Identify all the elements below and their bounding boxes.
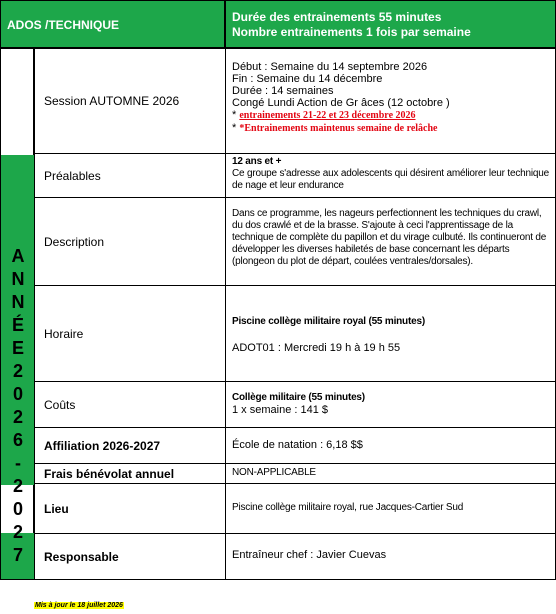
program-title: ADOS /TECHNIQUE (0, 0, 225, 48)
row-value-frais: NON-APPLICABLE (232, 467, 316, 478)
row-label-horaire: Horaire (35, 286, 226, 381)
row-label-session: Session AUTOMNE 2026 (35, 49, 226, 153)
break-week-note: *Entrainements maintenus semaine de relâche (239, 123, 438, 134)
holiday-note: entrainements 21-22 et 23 décembre 2026 (239, 110, 416, 121)
row-label-frais: Frais bénévolat annuel (35, 464, 226, 483)
row-description (34, 198, 556, 286)
last-updated-note: Mis à jour le 18 juillet 2026 (35, 602, 123, 609)
row-label-affiliation: Affiliation 2026-2027 (35, 428, 226, 463)
row-lieu (34, 484, 556, 534)
row-value-responsable: Entraîneur chef : Javier Cuevas (232, 549, 387, 561)
row-value-affiliation: École de natation : 6,18 $$ (232, 439, 363, 451)
row-affiliation (34, 428, 556, 464)
year-sidebar (0, 48, 34, 580)
row-couts (34, 382, 556, 428)
row-horaire (34, 286, 556, 382)
header-summary (225, 0, 556, 48)
row-label-prealables: Préalables (35, 154, 226, 197)
row-responsable (34, 534, 556, 580)
duration-text: Durée des entrainements 55 minutes (232, 10, 442, 24)
row-session (34, 48, 556, 154)
year-label: A N N É E 2 0 2 6 - 2 0 2 7 (11, 246, 25, 565)
row-label-lieu: Lieu (35, 484, 226, 533)
row-label-responsable: Responsable (35, 534, 226, 579)
row-label-couts: Coûts (35, 382, 226, 427)
row-value-description: Dans ce programme, les nageurs perfectionnent les techniques du crawl, du dos crawlé et de la brasse. S'ajoute à ceci l'apprentissage de la technique de complète du papillon et du virage culbuté. Ils continueront de développer les diverses habiletés de base concernant les départs (plongeon du plot de départ, coulées ventrales/dorsales). (232, 208, 547, 267)
row-prealables (34, 154, 556, 198)
row-value-couts: Collège militaire (55 minutes) 1 x semaine : 141 $ (232, 392, 365, 416)
row-value-prealables: 12 ans et + Ce groupe s'adresse aux adolescents qui désirent améliorer leur technique de nage et leur endurance (232, 156, 549, 191)
row-label-description: Description (35, 198, 226, 285)
row-value-horaire: Piscine collège militaire royal (55 minutes) ADOT01 : Mercredi 19 h à 19 h 55 (232, 316, 425, 354)
row-value-session: Début : Semaine du 14 septembre 2026 Fin : Semaine du 14 décembre Durée : 14 semaines Congé Lundi Action de Gr âces (12 octobre ) * entrainements 21-22 et 23 décembre 2026 * *Entrainements maintenus semaine de relâche (232, 61, 450, 134)
row-frais (34, 464, 556, 484)
row-value-lieu: Piscine collège militaire royal, rue Jacques-Cartier Sud (232, 502, 464, 513)
frequency-text: Nombre entrainements 1 fois par semaine (232, 25, 471, 39)
